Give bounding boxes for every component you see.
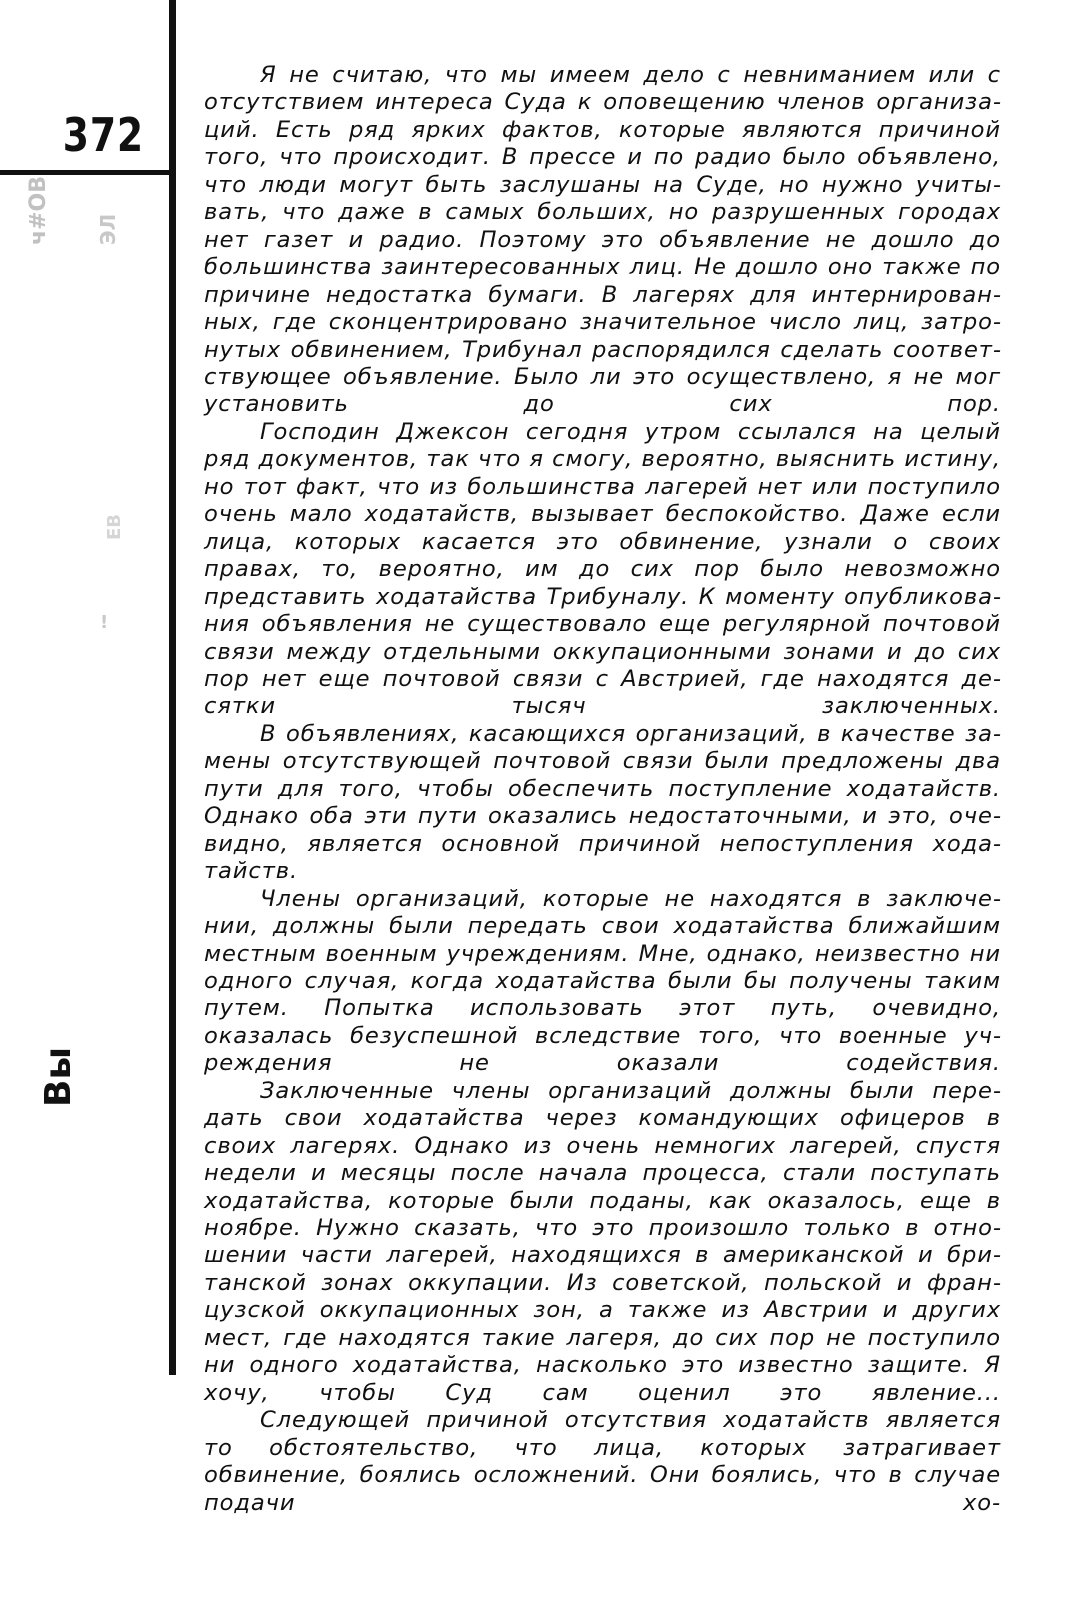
horizontal-rule — [0, 170, 172, 175]
sidebar-fragment: ч#ОВ — [26, 175, 51, 245]
sidebar-fragment: ЕВ — [104, 513, 125, 540]
vertical-rule — [169, 0, 176, 1375]
paragraph: Члены организаций, которые не находятся в заключении, должны были передать свои ходатайства ближайшим местным военным учреждениям. Мне, однако, неизвестно ни одного случая, когда ходатайства были бы получены таким путем. Попытка использовать этот путь, очевидно, оказалась безуспешной вследствие того, что военные учреждения не оказали содействия. — [204, 885, 1001, 1077]
paragraph: Заключенные члены организаций должны были передать свои ходатайства через командующих офицеров в своих лагерях. Однако из очень немногих лагерей, спустя недели и месяцы после начала процесса, стали поступать ходатайства, которые были поданы, как оказалось, еще в ноябре. Нужно сказать, что это произошло только в отношении части лагерей, находящихся в американской и британской зонах оккупации. Из советской, польской и французской оккупационных зон, а также из Австрии и других мест, где находятся такие лагеря, до сих пор не поступило ни одного ходатайства, насколько это известно защите. Я хочу, чтобы Суд сам оценил это явление... — [204, 1077, 1001, 1406]
body-text — [204, 62, 1001, 1517]
section-label: Вы — [38, 1047, 79, 1107]
page-margin-sidebar — [0, 0, 172, 1600]
paragraph: Господин Джексон сегодня утром ссылался на целый ряд документов, так что я смогу, вероятно, выяснить истину, но тот факт, что из большинства лагерей нет или поступило очень мало ходатайств, вызывает беспокойство. Даже если лица, которых касается это обвинение, узнали о своих правах, то, вероятно, им до сих пор было невозможно представить ходатайства Трибуналу. К моменту опубликования объявления не существовало еще регулярной почтовой связи между отдельными оккупационными зонами и до сих пор нет еще почтовой связи с Австрией, где находятся десятки тысяч заключенных. — [204, 418, 1001, 720]
paragraph: Следующей причиной отсутствия ходатайств является то обстоятельство, что лица, которых затрагивает обвинение, боялись осложнений. Они боялись, что в случае подачи хо- — [204, 1407, 1001, 1516]
paragraph: Я не считаю, что мы имеем дело с невниманием или с отсутствием интереса Суда к оповещению членов организаций. Есть ряд ярких фактов, которые являются причиной того, что происходит. В прессе и по радио было объявлено, что люди могут быть заслушаны на Суде, но нужно учитывать, что даже в самых больших, но разрушенных городах нет газет и радио. Поэтому это объявление не дошло до большинства заинтересованных лиц. Не дошло оно также по причине недостатка бумаги. В лагерях для интернированных, где сконцентрировано значительное число лиц, затронутых обвинением, Трибунал распорядился сделать соответствующее объявление. Было ли это осуществлено, я не мог установить до сих пор. — [204, 62, 1001, 418]
sidebar-fragment: ! — [100, 612, 109, 633]
paragraph: В объявлениях, касающихся организаций, в качестве замены отсутствующей почтовой связи были предложены два пути для того, чтобы обеспечить поступление ходатайств. Однако оба эти пути оказались недостаточными, и это, очевидно, является основной причиной непоступления ходатайств. — [204, 720, 1001, 885]
sidebar-fragment: ЭЛ — [96, 213, 120, 245]
page-number: 372 — [62, 108, 144, 162]
